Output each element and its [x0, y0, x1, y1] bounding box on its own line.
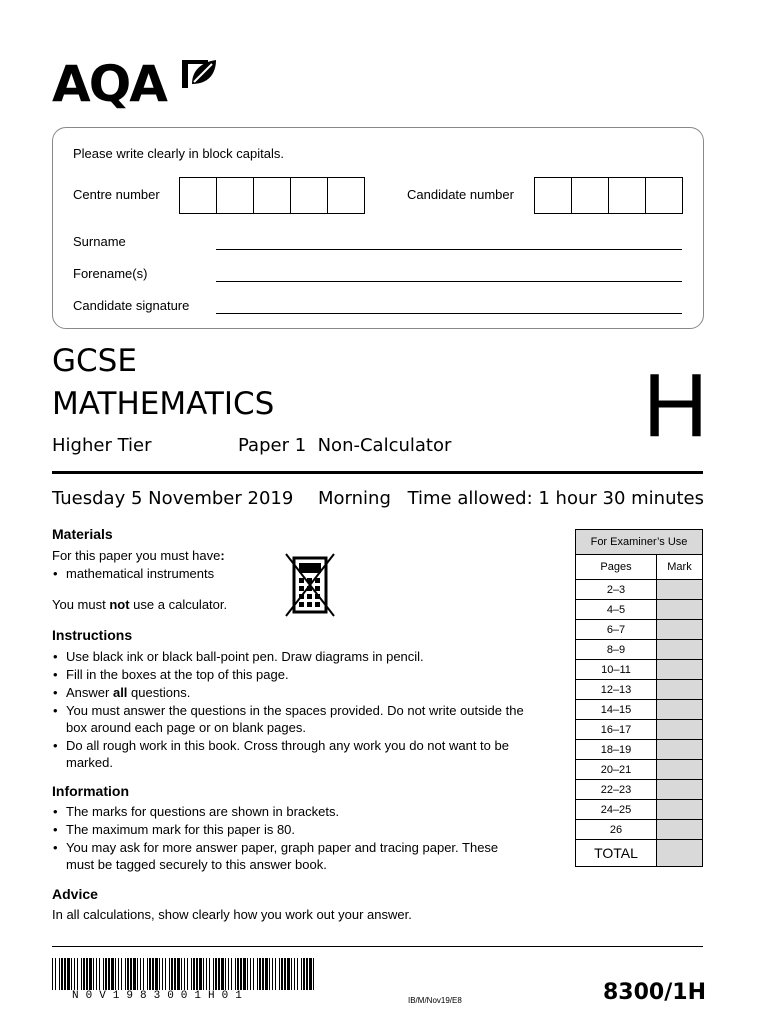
- aqa-logo: [52, 55, 166, 113]
- subject-title: MATHEMATICS: [52, 386, 275, 422]
- advice-text: In all calculations, show clearly how you work out your answer.: [52, 907, 412, 922]
- no-calculator-icon: [284, 552, 336, 618]
- pages-cell: 4–5: [576, 600, 657, 620]
- list-item: • The marks for questions are shown in brackets.: [66, 803, 526, 820]
- pages-cell: 16–17: [576, 720, 657, 740]
- block-capitals-instruction: Please write clearly in block capitals.: [73, 146, 284, 161]
- total-mark-cell: [657, 840, 703, 867]
- advice-heading: Advice: [52, 886, 98, 902]
- materials-intro-colon: :: [220, 548, 225, 563]
- materials-list: [52, 565, 214, 583]
- mark-cell: [657, 580, 703, 600]
- candidate-number-label: Candidate number: [407, 187, 514, 202]
- examiner-use-table: [575, 529, 703, 867]
- pages-cell: 12–13: [576, 680, 657, 700]
- candidate-details-box: [52, 127, 704, 329]
- instructions-list: [52, 648, 546, 772]
- mark-cell: [657, 760, 703, 780]
- list-item: • The maximum mark for this paper is 80.: [66, 821, 526, 838]
- reference-code: IB/M/Nov19/E8: [408, 996, 462, 1005]
- mark-cell: [657, 660, 703, 680]
- signature-label: Candidate signature: [73, 298, 190, 313]
- mark-cell: [657, 780, 703, 800]
- list-item: • Fill in the boxes at the top of this page.: [66, 666, 546, 683]
- surname-field[interactable]: [216, 249, 682, 250]
- instructions-heading: Instructions: [52, 627, 133, 643]
- pages-cell: 18–19: [576, 740, 657, 760]
- divider: [52, 471, 703, 474]
- time-allowed: Time allowed: 1 hour 30 minutes: [407, 488, 704, 509]
- centre-digit-box[interactable]: [290, 177, 328, 214]
- mark-cell: [657, 800, 703, 820]
- tier-label: Higher Tier: [52, 435, 152, 456]
- date-row: [52, 488, 704, 509]
- logo-text: AQA: [52, 55, 166, 113]
- answer-bold: all: [112, 685, 128, 700]
- materials-intro-text: For this paper you must have: [52, 548, 221, 563]
- footer-divider: [52, 946, 703, 947]
- exam-session: Morning: [318, 488, 391, 509]
- pages-column-header: Pages: [576, 555, 657, 580]
- mark-cell: [657, 680, 703, 700]
- list-item: • You must answer the questions in the spaces provided. Do not write outside the box around each page or on blank pages.: [66, 702, 546, 736]
- leaf-icon: [180, 56, 218, 92]
- pages-cell: 24–25: [576, 800, 657, 820]
- examiner-table-title: For Examiner’s Use: [576, 530, 703, 555]
- mark-cell: [657, 740, 703, 760]
- mark-cell: [657, 640, 703, 660]
- list-item: • mathematical instruments: [66, 565, 214, 582]
- list-item: • Do all rough work in this book. Cross through any work you do not want to be marked.: [66, 737, 546, 771]
- materials-intro: [52, 547, 225, 565]
- pages-cell: 10–11: [576, 660, 657, 680]
- list-item: • Use black ink or black ball-point pen. Draw diagrams in pencil.: [66, 648, 546, 665]
- candidate-digit-box[interactable]: [645, 177, 683, 214]
- calc-text: use a calculator.: [129, 597, 228, 612]
- information-heading: Information: [52, 783, 129, 799]
- mark-cell: [657, 620, 703, 640]
- mark-cell: [657, 820, 703, 840]
- pages-cell: 14–15: [576, 700, 657, 720]
- pages-cell: 8–9: [576, 640, 657, 660]
- pages-cell: 20–21: [576, 760, 657, 780]
- centre-digit-box[interactable]: [216, 177, 254, 214]
- total-label: TOTAL: [576, 840, 657, 867]
- paper-label: Paper 1 Non-Calculator: [238, 435, 452, 456]
- calc-text: You must: [52, 597, 110, 612]
- pages-cell: 22–23: [576, 780, 657, 800]
- tier-letter: H: [643, 356, 708, 456]
- pages-cell: 2–3: [576, 580, 657, 600]
- exam-date: Tuesday 5 November 2019: [52, 488, 294, 509]
- candidate-digit-box[interactable]: [608, 177, 646, 214]
- mark-cell: [657, 720, 703, 740]
- signature-field[interactable]: [216, 313, 682, 314]
- answer-text: Answer: [66, 685, 113, 700]
- tier-row: [52, 435, 452, 456]
- mark-cell: [657, 600, 703, 620]
- list-item-answer-all: [66, 684, 546, 701]
- candidate-number-boxes[interactable]: [535, 177, 683, 214]
- centre-number-label: Centre number: [73, 187, 160, 202]
- mark-column-header: Mark: [657, 555, 703, 580]
- qualification-title: GCSE: [52, 343, 137, 379]
- forename-field[interactable]: [216, 281, 682, 282]
- mark-cell: [657, 700, 703, 720]
- calc-bold: not: [109, 597, 130, 612]
- pages-cell: 26: [576, 820, 657, 840]
- information-list: [52, 803, 526, 874]
- calculator-notice: [52, 596, 227, 614]
- surname-label: Surname: [73, 234, 126, 249]
- centre-number-boxes[interactable]: [180, 177, 365, 214]
- list-item: • You may ask for more answer paper, graph paper and tracing paper. These must be tagged securely to this answer book.: [66, 839, 526, 873]
- centre-digit-box[interactable]: [327, 177, 365, 214]
- centre-digit-box[interactable]: [253, 177, 291, 214]
- candidate-digit-box[interactable]: [571, 177, 609, 214]
- centre-digit-box[interactable]: [179, 177, 217, 214]
- forename-label: Forename(s): [73, 266, 148, 281]
- paper-code: 8300/1H: [603, 980, 706, 1005]
- candidate-digit-box[interactable]: [534, 177, 572, 214]
- barcode-icon: [52, 958, 318, 990]
- answer-text: questions.: [127, 685, 191, 700]
- materials-heading: Materials: [52, 526, 113, 542]
- barcode-number: N0V1983001H01: [72, 990, 249, 1002]
- pages-cell: 6–7: [576, 620, 657, 640]
